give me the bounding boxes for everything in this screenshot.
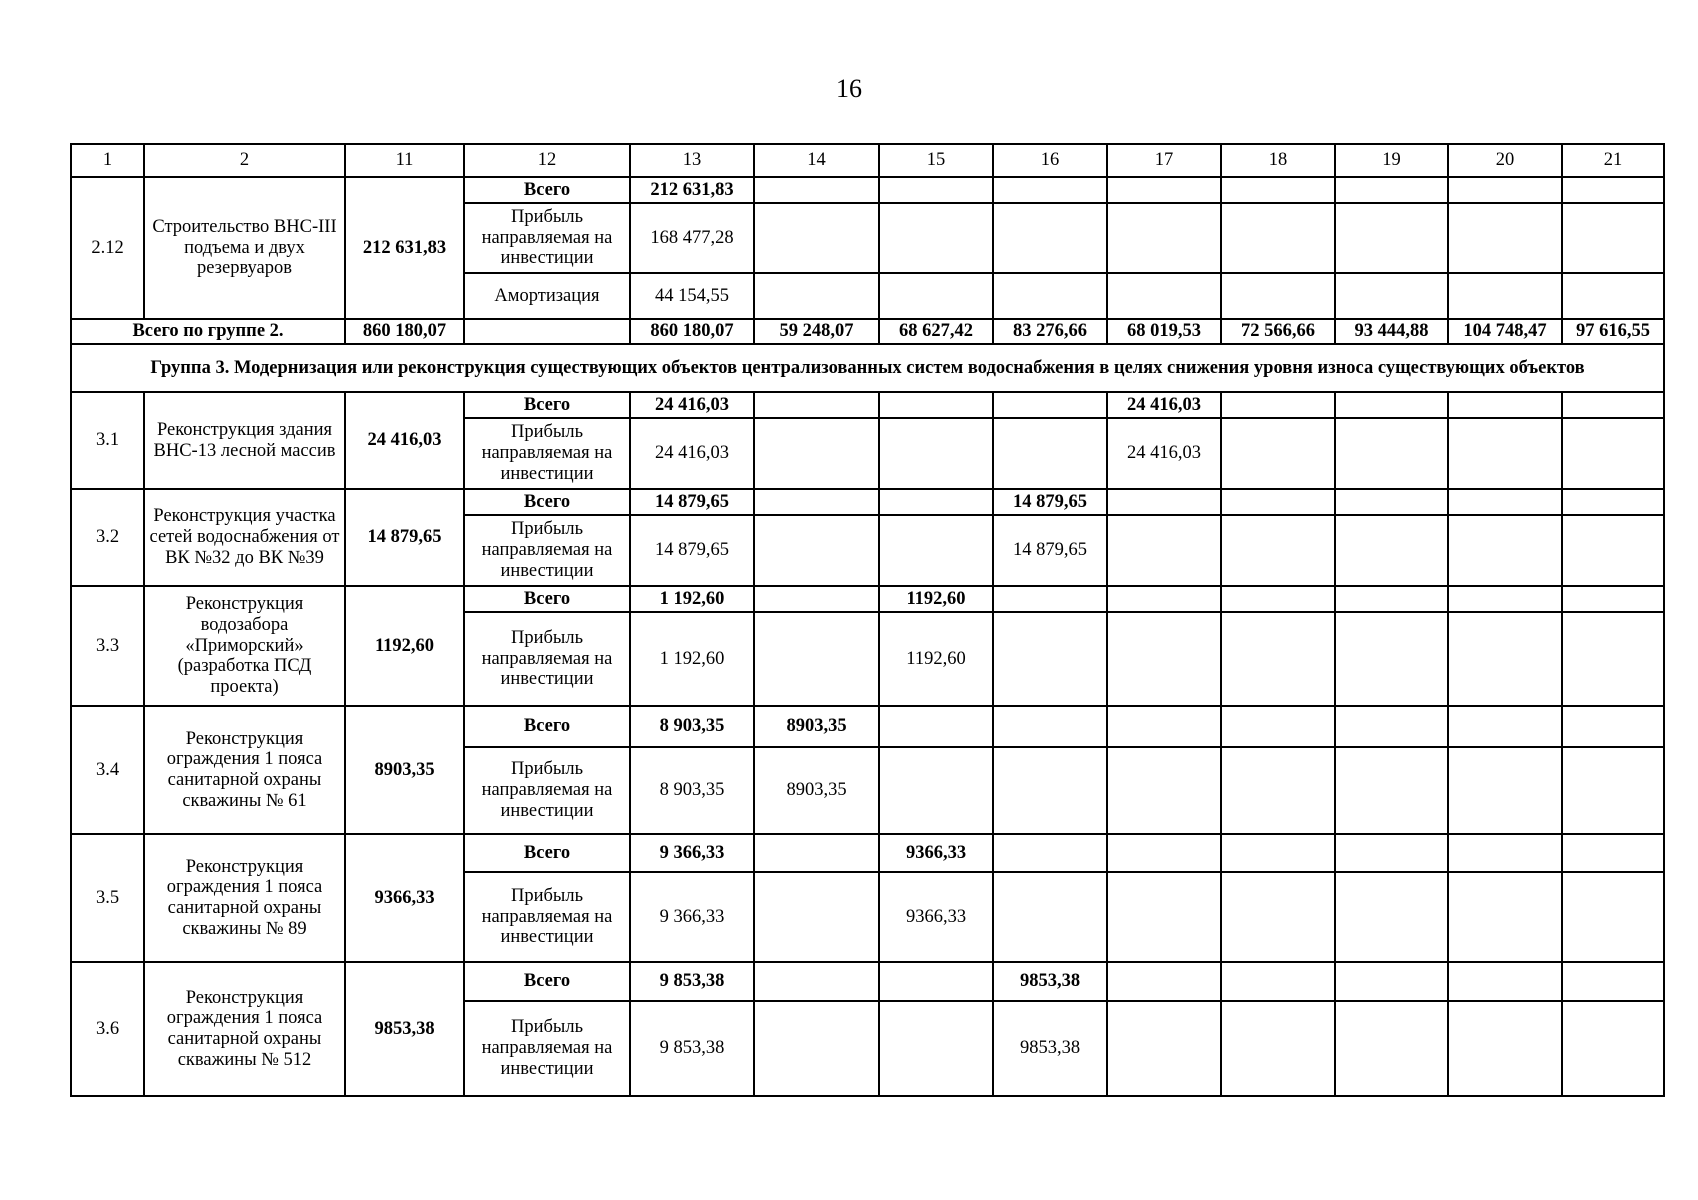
table-row bbox=[71, 489, 1664, 515]
profit-value: 1 192,60 bbox=[630, 612, 754, 706]
total-value: 9 366,33 bbox=[630, 834, 754, 872]
year-total-value: 8903,35 bbox=[754, 706, 879, 747]
year-total-value: 14 879,65 bbox=[993, 489, 1107, 515]
item-name: Реконструкция участка сетей водоснабжения от ВК №32 до ВК №39 bbox=[144, 489, 345, 586]
item-cost: 14 879,65 bbox=[345, 489, 464, 586]
year-profit-value: 9366,33 bbox=[879, 872, 993, 962]
source-total-label: Всего bbox=[464, 177, 630, 203]
column-header: 14 bbox=[754, 144, 879, 177]
group-heading-row bbox=[71, 344, 1664, 392]
source-total-label: Всего bbox=[464, 586, 630, 612]
total-value: 14 879,65 bbox=[630, 489, 754, 515]
column-header: 17 bbox=[1107, 144, 1221, 177]
item-name: Реконструкция водозабора «Приморский» (разработка ПСД проекта) bbox=[144, 586, 345, 706]
source-total-label: Всего bbox=[464, 834, 630, 872]
column-header: 21 bbox=[1562, 144, 1664, 177]
year-total-value: 9366,33 bbox=[879, 834, 993, 872]
source-total-label: Всего bbox=[464, 706, 630, 747]
item-name: Реконструкция ограждения 1 пояса санитарной охраны скважины № 61 bbox=[144, 706, 345, 834]
item-cost: 9366,33 bbox=[345, 834, 464, 962]
total-value: 8 903,35 bbox=[630, 706, 754, 747]
table-row bbox=[71, 177, 1664, 203]
group-total-19: 93 444,88 bbox=[1335, 319, 1448, 344]
header-row bbox=[71, 144, 1664, 177]
column-header: 20 bbox=[1448, 144, 1562, 177]
total-value: 24 416,03 bbox=[630, 392, 754, 418]
source-profit-label: Прибыль направляемая на инвестиции bbox=[464, 515, 630, 586]
group-total-row bbox=[71, 319, 1664, 344]
item-number: 3.6 bbox=[71, 962, 144, 1096]
column-header: 13 bbox=[630, 144, 754, 177]
total-value: 9 853,38 bbox=[630, 962, 754, 1001]
item-cost: 8903,35 bbox=[345, 706, 464, 834]
year-profit-value: 1192,60 bbox=[879, 612, 993, 706]
table-row bbox=[71, 962, 1664, 1001]
group-total-20: 104 748,47 bbox=[1448, 319, 1562, 344]
year-profit-value: 9853,38 bbox=[993, 1001, 1107, 1096]
group-total-13: 860 180,07 bbox=[630, 319, 754, 344]
page-number: 16 bbox=[836, 74, 862, 103]
group-total-14: 59 248,07 bbox=[754, 319, 879, 344]
year-total-value: 24 416,03 bbox=[1107, 392, 1221, 418]
profit-value: 9 853,38 bbox=[630, 1001, 754, 1096]
source-profit-label: Прибыль направляемая на инвестиции bbox=[464, 203, 630, 273]
column-header: 18 bbox=[1221, 144, 1335, 177]
item-cost: 9853,38 bbox=[345, 962, 464, 1096]
column-header: 16 bbox=[993, 144, 1107, 177]
source-profit-label: Прибыль направляемая на инвестиции bbox=[464, 747, 630, 834]
amortization-value: 44 154,55 bbox=[630, 273, 754, 319]
item-number: 3.3 bbox=[71, 586, 144, 706]
source-profit-label: Прибыль направляемая на инвестиции bbox=[464, 1001, 630, 1096]
item-name: Реконструкция ограждения 1 пояса санитарной охраны скважины № 89 bbox=[144, 834, 345, 962]
total-value: 212 631,83 bbox=[630, 177, 754, 203]
total-value: 1 192,60 bbox=[630, 586, 754, 612]
year-profit-value: 14 879,65 bbox=[993, 515, 1107, 586]
year-total-value: 1192,60 bbox=[879, 586, 993, 612]
table-row bbox=[71, 706, 1664, 747]
source-profit-label: Прибыль направляемая на инвестиции bbox=[464, 872, 630, 962]
year-total-value: 9853,38 bbox=[993, 962, 1107, 1001]
group-total-17: 68 019,53 bbox=[1107, 319, 1221, 344]
column-header: 2 bbox=[144, 144, 345, 177]
item-cost: 24 416,03 bbox=[345, 392, 464, 489]
profit-value: 24 416,03 bbox=[630, 418, 754, 489]
item-cost: 1192,60 bbox=[345, 586, 464, 706]
item-cost: 212 631,83 bbox=[345, 177, 464, 319]
item-number: 2.12 bbox=[71, 177, 144, 319]
column-header: 15 bbox=[879, 144, 993, 177]
item-number: 3.5 bbox=[71, 834, 144, 962]
profit-value: 9 366,33 bbox=[630, 872, 754, 962]
item-name: Строительство ВНС-III подъема и двух резервуаров bbox=[144, 177, 345, 319]
column-header: 11 bbox=[345, 144, 464, 177]
investment-table bbox=[70, 143, 1665, 1097]
source-amortization-label: Амортизация bbox=[464, 273, 630, 319]
source-profit-label: Прибыль направляемая на инвестиции bbox=[464, 612, 630, 706]
group-heading: Группа 3. Модернизация или реконструкция существующих объектов централизованных систем водоснабжения в целях снижения уровня износа существующих объектов bbox=[71, 344, 1664, 392]
item-number: 3.1 bbox=[71, 392, 144, 489]
column-header: 1 bbox=[71, 144, 144, 177]
table-row bbox=[71, 586, 1664, 612]
table-row bbox=[71, 834, 1664, 872]
item-name: Реконструкция ограждения 1 пояса санитарной охраны скважины № 512 bbox=[144, 962, 345, 1096]
column-header: 19 bbox=[1335, 144, 1448, 177]
item-name: Реконструкция здания ВНС-13 лесной массив bbox=[144, 392, 345, 489]
profit-value: 14 879,65 bbox=[630, 515, 754, 586]
year-profit-value: 8903,35 bbox=[754, 747, 879, 834]
group-total-cost: 860 180,07 bbox=[345, 319, 464, 344]
source-profit-label: Прибыль направляемая на инвестиции bbox=[464, 418, 630, 489]
group-total-16: 83 276,66 bbox=[993, 319, 1107, 344]
year-profit-value: 24 416,03 bbox=[1107, 418, 1221, 489]
item-number: 3.4 bbox=[71, 706, 144, 834]
group-total-21: 97 616,55 bbox=[1562, 319, 1664, 344]
table-row bbox=[71, 392, 1664, 418]
source-total-label: Всего bbox=[464, 392, 630, 418]
profit-value: 8 903,35 bbox=[630, 747, 754, 834]
column-header: 12 bbox=[464, 144, 630, 177]
profit-value: 168 477,28 bbox=[630, 203, 754, 273]
group-total-15: 68 627,42 bbox=[879, 319, 993, 344]
source-total-label: Всего bbox=[464, 489, 630, 515]
source-total-label: Всего bbox=[464, 962, 630, 1001]
item-number: 3.2 bbox=[71, 489, 144, 586]
group-total-18: 72 566,66 bbox=[1221, 319, 1335, 344]
group-total-label: Всего по группе 2. bbox=[71, 319, 345, 344]
